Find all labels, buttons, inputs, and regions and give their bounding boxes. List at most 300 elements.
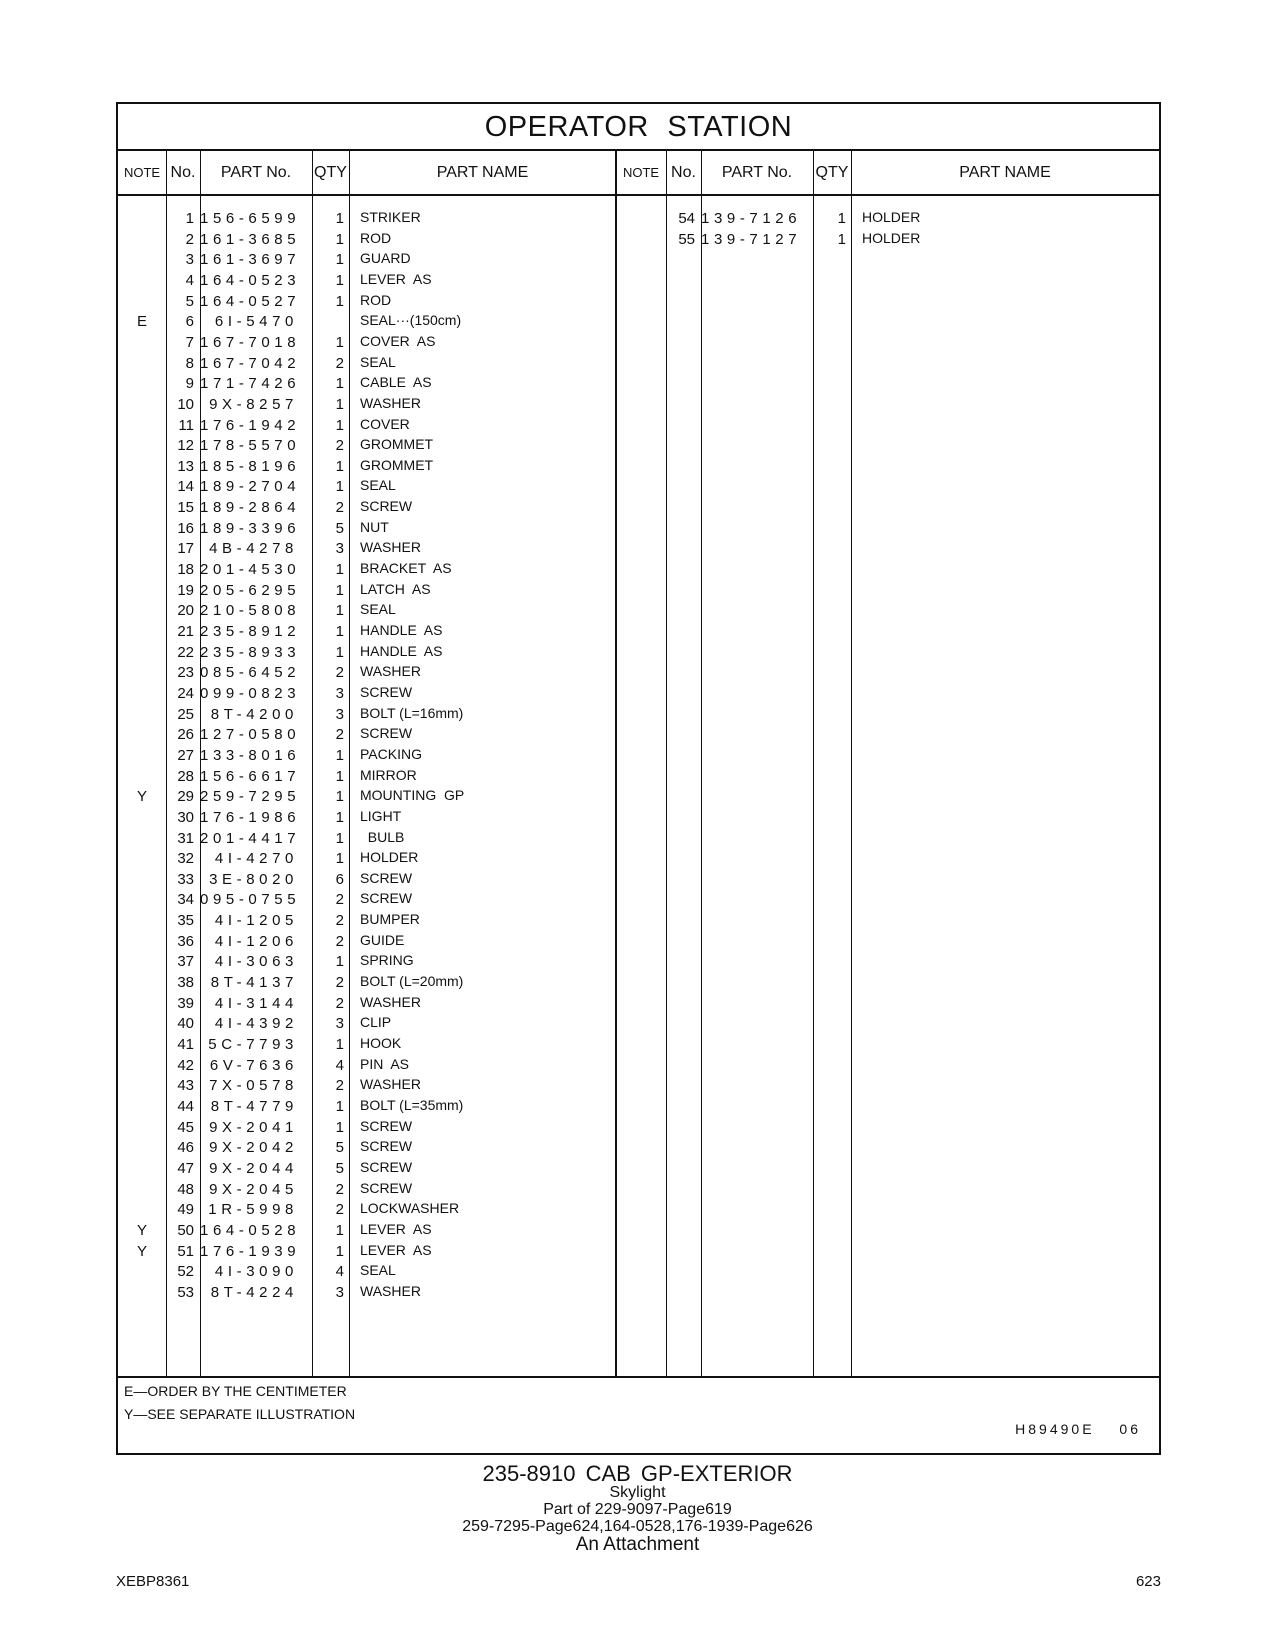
item-number: 8	[185, 354, 194, 372]
quantity: 1	[335, 416, 344, 434]
part-number: 8T-4137	[210, 974, 298, 992]
part-number: 9X-8257	[209, 395, 298, 413]
item-number: 20	[177, 602, 194, 620]
quantity: 1	[335, 581, 344, 599]
table-row	[118, 394, 1159, 416]
part-number: 4B-4278	[209, 540, 298, 558]
quantity: 2	[335, 437, 344, 455]
note-cell	[118, 1282, 166, 1304]
table-row	[118, 270, 1159, 292]
item-number: 10	[177, 395, 194, 413]
item-number: 14	[177, 478, 194, 496]
part-number: 235-8912	[200, 623, 301, 640]
table-row	[118, 559, 1159, 581]
part-number: 164-0527	[200, 292, 301, 310]
part-name: WASHER	[360, 663, 421, 680]
note-cell	[118, 807, 166, 829]
quantity: 1	[335, 953, 344, 971]
part-number: 9X-2041	[209, 1118, 298, 1136]
item-number: 3	[185, 251, 194, 269]
part-name: BOLT (L=16mm)	[360, 704, 464, 721]
table-row	[118, 1282, 1159, 1304]
item-number: 31	[177, 829, 194, 847]
quantity: 3	[335, 705, 344, 723]
note-cell	[118, 332, 166, 354]
quantity: 1	[335, 271, 344, 289]
part-name: SEAL	[360, 353, 396, 370]
parts-table-frame	[116, 102, 1161, 1455]
item-number: 12	[177, 437, 194, 455]
part-number: 201-4417	[200, 829, 301, 847]
note-cell	[118, 828, 166, 850]
table-row	[118, 353, 1159, 375]
quantity: 1	[335, 643, 344, 661]
note-cell	[118, 683, 166, 705]
note-cell	[118, 435, 166, 457]
part-name: SCREW	[360, 1117, 413, 1134]
table-row	[118, 229, 1159, 251]
quantity: 3	[335, 540, 344, 558]
quantity: 1	[837, 230, 846, 248]
item-number: 4	[185, 271, 194, 289]
quantity	[312, 311, 344, 333]
section-title: OPERATOR STATION	[118, 104, 1159, 151]
item-number: 27	[177, 746, 194, 764]
part-number: 205-6295	[200, 581, 301, 599]
header-note-right: NOTE	[622, 165, 660, 180]
quantity: 4	[335, 1263, 344, 1281]
part-number: 133-8016	[200, 746, 301, 764]
table-row	[118, 683, 1159, 705]
quantity: 2	[335, 912, 344, 930]
quantity: 1	[335, 210, 344, 227]
part-name: SCREW	[360, 1138, 413, 1155]
part-number: 176-1942	[200, 416, 301, 434]
part-name: HANDLE AS	[360, 642, 443, 659]
caption-part-of: Part of 229-9097-Page619	[543, 1501, 732, 1518]
note-cell	[118, 1261, 166, 1283]
note-cell	[118, 662, 166, 684]
item-number: 40	[177, 1015, 194, 1033]
part-name: ROD	[360, 291, 392, 308]
note-cell	[118, 394, 166, 416]
part-name: HOLDER	[862, 229, 921, 246]
part-name: GUIDE	[360, 931, 405, 948]
part-number: 4I-4270	[214, 850, 298, 868]
part-number: 1R-5998	[208, 1201, 298, 1219]
part-number: 4I-4392	[214, 1015, 298, 1033]
table-row	[118, 311, 1159, 333]
quantity: 2	[335, 1180, 344, 1198]
part-name: CABLE AS	[360, 374, 432, 391]
table-row	[118, 766, 1159, 788]
note-cell	[118, 621, 166, 643]
quantity: 1	[335, 808, 344, 826]
table-row	[118, 931, 1159, 953]
caption-subtitle: Skylight	[609, 1484, 666, 1501]
note-cell	[118, 642, 166, 664]
item-number: 33	[177, 870, 194, 888]
part-name: SEAL	[360, 477, 396, 494]
quantity: 1	[335, 767, 344, 785]
table-row	[118, 1241, 1159, 1263]
part-number: 4I-3063	[214, 953, 298, 971]
caption-attachment: An Attachment	[575, 1534, 700, 1555]
part-name: BULB	[360, 828, 405, 845]
table-row	[118, 1013, 1159, 1035]
quantity: 1	[335, 561, 344, 579]
note-cell	[118, 910, 166, 932]
table-row	[118, 993, 1159, 1015]
part-number: 6V-7636	[209, 1056, 298, 1074]
quantity: 1	[335, 1036, 344, 1053]
part-number: 176-1939	[200, 1242, 301, 1260]
table-row	[118, 621, 1159, 643]
header-no-right: No.	[671, 164, 696, 181]
quantity: 2	[335, 354, 344, 372]
part-number: 176-1986	[200, 808, 301, 826]
part-number: 4I-1206	[214, 932, 298, 950]
part-number: 085-6452	[200, 664, 301, 682]
note-cell	[118, 1199, 166, 1221]
part-name: SCREW	[360, 498, 413, 515]
table-row	[118, 476, 1159, 498]
part-name: SPRING	[360, 952, 414, 969]
part-number: 4I-1205	[214, 912, 298, 930]
part-number: 210-5808	[200, 602, 301, 620]
part-number: 9X-2044	[209, 1159, 298, 1177]
note-cell	[118, 745, 166, 767]
note-cell	[118, 373, 166, 395]
quantity: 1	[335, 850, 344, 868]
quantity: 2	[335, 499, 344, 517]
table-row	[118, 1137, 1159, 1159]
part-number: 9X-2042	[209, 1139, 298, 1157]
part-name: GROMMET	[360, 436, 434, 453]
quantity: 5	[335, 519, 344, 537]
part-name: BUMPER	[360, 911, 420, 928]
quantity: 3	[335, 1015, 344, 1033]
part-number: 4I-3144	[214, 994, 298, 1012]
note-cell	[118, 1034, 166, 1056]
item-number: 43	[177, 1077, 194, 1095]
note-cell	[118, 931, 166, 953]
quantity: 1	[335, 788, 344, 806]
note-cell	[616, 229, 666, 251]
note-cell	[118, 1075, 166, 1097]
part-number: 8T-4779	[210, 1097, 298, 1115]
quantity: 2	[335, 932, 344, 950]
part-number: 189-2864	[200, 499, 301, 517]
part-name: SEAL···(150cm)	[360, 312, 462, 329]
item-number: 44	[177, 1097, 194, 1115]
part-name: WASHER	[360, 993, 421, 1010]
part-name: GUARD	[360, 250, 411, 267]
part-number: 9X-2045	[209, 1180, 298, 1198]
part-name: HOLDER	[862, 209, 921, 225]
header-note-left: NOTE	[123, 165, 161, 180]
header-qty-left: QTY	[314, 164, 347, 181]
quantity: 2	[335, 1077, 344, 1095]
quantity: 2	[335, 1201, 344, 1219]
quantity: 1	[335, 1097, 344, 1115]
table-row	[118, 1158, 1159, 1180]
quantity: 1	[335, 1242, 344, 1260]
part-number: 5C-7793	[208, 1036, 298, 1053]
part-number: 7X-0578	[209, 1077, 298, 1095]
item-number: 28	[177, 767, 194, 785]
table-row	[118, 786, 1159, 808]
quantity: 2	[335, 994, 344, 1012]
document-id: XEBP8361	[116, 1573, 190, 1590]
part-name: LIGHT	[360, 807, 402, 824]
part-name: SCREW	[360, 1179, 413, 1196]
item-number: 32	[177, 850, 194, 868]
table-row	[118, 1199, 1159, 1221]
item-number: 55	[678, 230, 695, 248]
note-cell	[118, 766, 166, 788]
table-row	[118, 1096, 1159, 1118]
quantity: 2	[335, 974, 344, 992]
part-name: SCREW	[360, 683, 413, 700]
table-row	[118, 580, 1159, 602]
note-cell	[118, 600, 166, 622]
part-number: 161-3685	[200, 230, 301, 248]
quantity: 6	[335, 870, 344, 888]
item-number: 46	[177, 1139, 194, 1157]
item-number: 22	[177, 643, 194, 661]
part-name: MIRROR	[360, 766, 417, 783]
part-number: 189-2704	[200, 478, 301, 496]
part-name: WASHER	[360, 539, 421, 556]
part-number: 167-7018	[200, 333, 301, 351]
note-cell	[118, 1096, 166, 1118]
note-cell	[118, 580, 166, 602]
table-row	[118, 828, 1159, 850]
item-number: 25	[177, 705, 194, 723]
table-row	[118, 910, 1159, 932]
quantity: 1	[335, 292, 344, 310]
item-number: 49	[177, 1201, 194, 1219]
part-name: LATCH AS	[360, 580, 431, 597]
quantity: 1	[335, 395, 344, 413]
part-number: 156-6617	[200, 767, 301, 785]
note-cell: Y	[136, 1221, 147, 1239]
item-number: 48	[177, 1180, 194, 1198]
quantity: 1	[335, 1221, 344, 1239]
item-number: 23	[177, 664, 194, 682]
part-name: LEVER AS	[360, 1220, 432, 1237]
note-cell	[118, 415, 166, 437]
note-cell	[118, 249, 166, 271]
table-row	[118, 972, 1159, 994]
part-name: SCREW	[360, 1158, 413, 1175]
note-cell	[118, 869, 166, 891]
quantity: 3	[335, 684, 344, 702]
table-row	[118, 745, 1159, 767]
note-cell	[118, 1137, 166, 1159]
part-number: 3E-8020	[209, 870, 298, 888]
part-number: 139-7127	[701, 230, 802, 248]
table-row	[118, 951, 1159, 973]
item-number: 34	[177, 891, 194, 909]
part-name: SEAL	[360, 601, 396, 618]
quantity: 5	[335, 1159, 344, 1177]
item-number: 42	[177, 1056, 194, 1074]
item-number: 9	[185, 375, 194, 393]
item-number: 1	[185, 210, 194, 227]
table-row	[118, 435, 1159, 457]
header-part-no-right: PART No.	[721, 164, 793, 181]
part-name: COVER AS	[360, 332, 436, 349]
quantity: 1	[335, 478, 344, 496]
table-row	[118, 456, 1159, 478]
part-name: PIN AS	[360, 1055, 410, 1072]
note-cell	[118, 518, 166, 540]
note-cell	[118, 497, 166, 519]
part-number: 185-8196	[200, 457, 301, 475]
part-number: 127-0580	[200, 726, 301, 744]
table-row	[118, 869, 1159, 891]
item-number: 36	[177, 932, 194, 950]
note-cell	[118, 456, 166, 478]
part-name: SCREW	[360, 869, 413, 886]
footnote-e: E—ORDER BY THE CENTIMETER	[124, 1383, 347, 1399]
part-name: PACKING	[360, 745, 422, 762]
item-number: 52	[177, 1263, 194, 1281]
footnotes	[118, 1376, 1159, 1453]
item-number: 21	[177, 623, 194, 640]
table-row	[118, 518, 1159, 540]
table-row	[118, 332, 1159, 354]
table-row	[118, 600, 1159, 622]
table-row	[118, 1055, 1159, 1077]
quantity: 5	[335, 1139, 344, 1157]
table-row	[118, 704, 1159, 726]
note-cell: Y	[136, 1242, 147, 1260]
table-row	[118, 642, 1159, 664]
note-cell	[118, 993, 166, 1015]
table-row	[118, 1075, 1159, 1097]
part-number: 6I-5470	[214, 313, 298, 331]
header-part-no-left: PART No.	[220, 164, 292, 181]
table-row	[118, 497, 1159, 519]
item-number: 18	[177, 561, 194, 579]
item-number: 45	[177, 1118, 194, 1136]
quantity: 1	[335, 746, 344, 764]
table-row	[118, 662, 1159, 684]
note-cell	[118, 972, 166, 994]
item-number: 7	[185, 333, 194, 351]
table-row	[118, 249, 1159, 271]
item-number: 29	[177, 788, 194, 806]
part-name: LEVER AS	[360, 270, 432, 287]
note-cell	[118, 1158, 166, 1180]
header-qty-right: QTY	[815, 164, 849, 181]
table-row	[118, 1179, 1159, 1201]
note-cell	[118, 724, 166, 746]
item-number: 5	[185, 292, 194, 310]
table-row	[118, 538, 1159, 560]
part-number: 139-7126	[701, 210, 802, 227]
quantity: 1	[335, 457, 344, 475]
caption-title: 235-8910 CAB GP-EXTERIOR	[482, 1461, 793, 1486]
item-number: 51	[177, 1242, 194, 1260]
item-number: 17	[177, 540, 194, 558]
part-number: 201-4530	[200, 561, 301, 579]
note-cell	[118, 353, 166, 375]
table-row	[118, 1117, 1159, 1139]
part-number: 164-0528	[200, 1221, 301, 1239]
part-name: HANDLE AS	[360, 622, 443, 638]
part-number: 8T-4224	[210, 1283, 298, 1301]
note-cell	[118, 1117, 166, 1139]
quantity: 1	[335, 375, 344, 393]
quantity: 1	[837, 210, 846, 227]
item-number: 35	[177, 912, 194, 930]
note-cell	[118, 951, 166, 973]
item-number: 24	[177, 684, 194, 702]
item-number: 47	[177, 1159, 194, 1177]
quantity: 2	[335, 891, 344, 909]
table-row	[118, 1261, 1159, 1283]
item-number: 15	[177, 499, 194, 517]
header-no-left: No.	[170, 164, 196, 181]
quantity: 1	[335, 623, 344, 640]
note-cell	[118, 1179, 166, 1201]
quantity: 3	[335, 1283, 344, 1301]
part-number: 171-7426	[200, 375, 301, 393]
note-cell	[118, 476, 166, 498]
part-number: 189-3396	[200, 519, 301, 537]
part-number: 161-3697	[200, 251, 301, 269]
part-name: HOOK	[360, 1035, 402, 1051]
quantity: 1	[335, 1118, 344, 1136]
table-row	[118, 848, 1159, 870]
item-number: 54	[678, 210, 695, 227]
caption-references: 259-7295-Page624,164-0528,176-1939-Page626	[462, 1518, 813, 1535]
note-cell	[118, 889, 166, 911]
quantity: 1	[335, 333, 344, 351]
part-name: BOLT (L=35mm)	[360, 1096, 464, 1113]
note-cell	[118, 291, 166, 313]
part-name: CLIP	[360, 1014, 392, 1031]
table-row	[118, 291, 1159, 313]
note-cell: Y	[136, 788, 147, 806]
quantity: 4	[335, 1056, 344, 1074]
part-number: 099-0823	[200, 684, 301, 702]
part-number: 164-0523	[200, 271, 301, 289]
part-name: ROD	[360, 229, 392, 246]
part-name: COVER	[360, 415, 410, 432]
part-number: 259-7295	[200, 788, 301, 806]
part-name: LEVER AS	[360, 1241, 432, 1258]
part-name: MOUNTING GP	[360, 787, 465, 804]
item-number: 6	[185, 313, 194, 331]
note-cell	[616, 208, 666, 230]
table-row	[118, 415, 1159, 437]
note-cell: E	[136, 313, 147, 331]
table-row	[118, 724, 1159, 746]
part-name: WASHER	[360, 1282, 421, 1299]
header-part-name-right: PART NAME	[959, 164, 1051, 181]
part-number: 167-7042	[200, 354, 301, 372]
part-name: SCREW	[360, 890, 413, 907]
part-name: SEAL	[360, 1262, 396, 1279]
table-row	[118, 1220, 1159, 1242]
part-number: 095-0755	[200, 891, 301, 909]
item-number: 37	[177, 953, 194, 971]
